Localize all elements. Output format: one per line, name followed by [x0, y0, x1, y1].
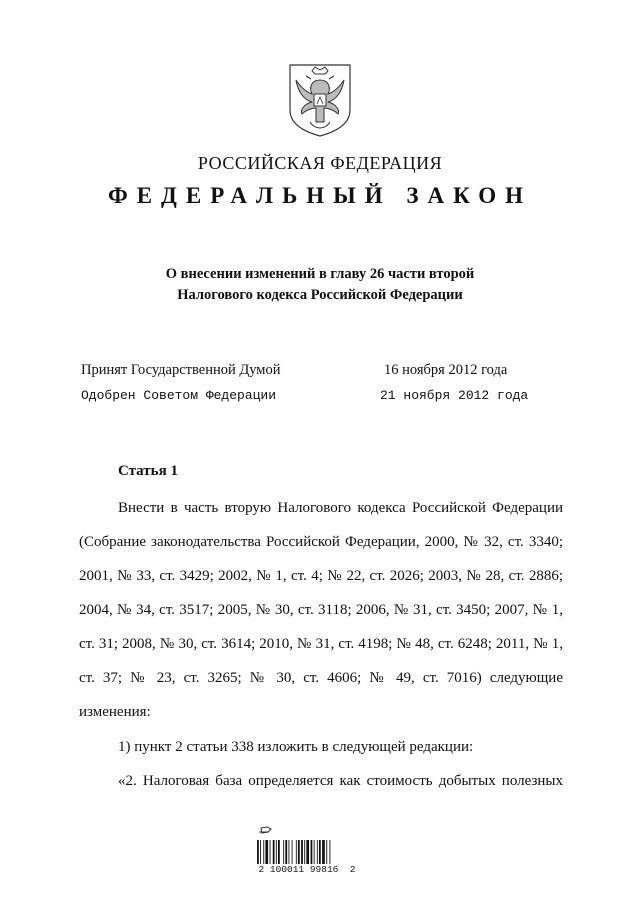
- document-type: ФЕДЕРАЛЬНЫЙ ЗАКОН: [107, 183, 533, 208]
- duma-adoption-label: Принят Государственной Думой: [81, 362, 281, 378]
- barcode-icon: [253, 826, 361, 890]
- barcode-number: 2 100011 99816 2: [258, 864, 356, 875]
- article-line: 1) пункт 2 статьи 338 изложить в следующей редакции:: [118, 739, 474, 755]
- law-subject-line-1: О внесении изменений в главу 26 части второй: [165, 266, 475, 282]
- council-approval-label: Одобрен Советом Федерации: [81, 388, 277, 403]
- article-line: «2. Налоговая база определяется как стоимость добытых полезных: [118, 773, 563, 789]
- article-line: 2004, № 34, ст. 3517; 2005, № 30, ст. 3118; 2006, № 31, ст. 3450; 2007, № 1,: [79, 602, 563, 618]
- article-line: ст. 37; № 23, ст. 3265; № 30, ст. 4606; № 49, ст. 7016) следующие: [79, 670, 563, 686]
- article-line: ст. 31; 2008, № 30, ст. 3614; 2010, № 31, ст. 4198; № 48, ст. 6248; 2011, № 1,: [79, 636, 563, 652]
- country-name: РОССИЙСКАЯ ФЕДЕРАЦИЯ: [197, 153, 443, 173]
- council-approval-date: 21 ноября 2012 года: [380, 388, 529, 403]
- article-line: изменения:: [79, 704, 151, 720]
- article-heading: Статья 1: [118, 463, 178, 479]
- article-line: Внести в часть вторую Налогового кодекса Российской Федерации: [118, 500, 563, 516]
- coat-of-arms-icon: [286, 62, 354, 138]
- duma-adoption-date: 16 ноября 2012 года: [384, 362, 508, 378]
- article-line: 2001, № 33, ст. 3429; 2002, № 1, ст. 4; № 22, ст. 2026; 2003, № 28, ст. 2886;: [79, 568, 563, 584]
- law-subject-line-2: Налогового кодекса Российской Федерации: [177, 287, 463, 303]
- article-line: (Собрание законодательства Российской Федерации, 2000, № 32, ст. 3340;: [79, 534, 563, 550]
